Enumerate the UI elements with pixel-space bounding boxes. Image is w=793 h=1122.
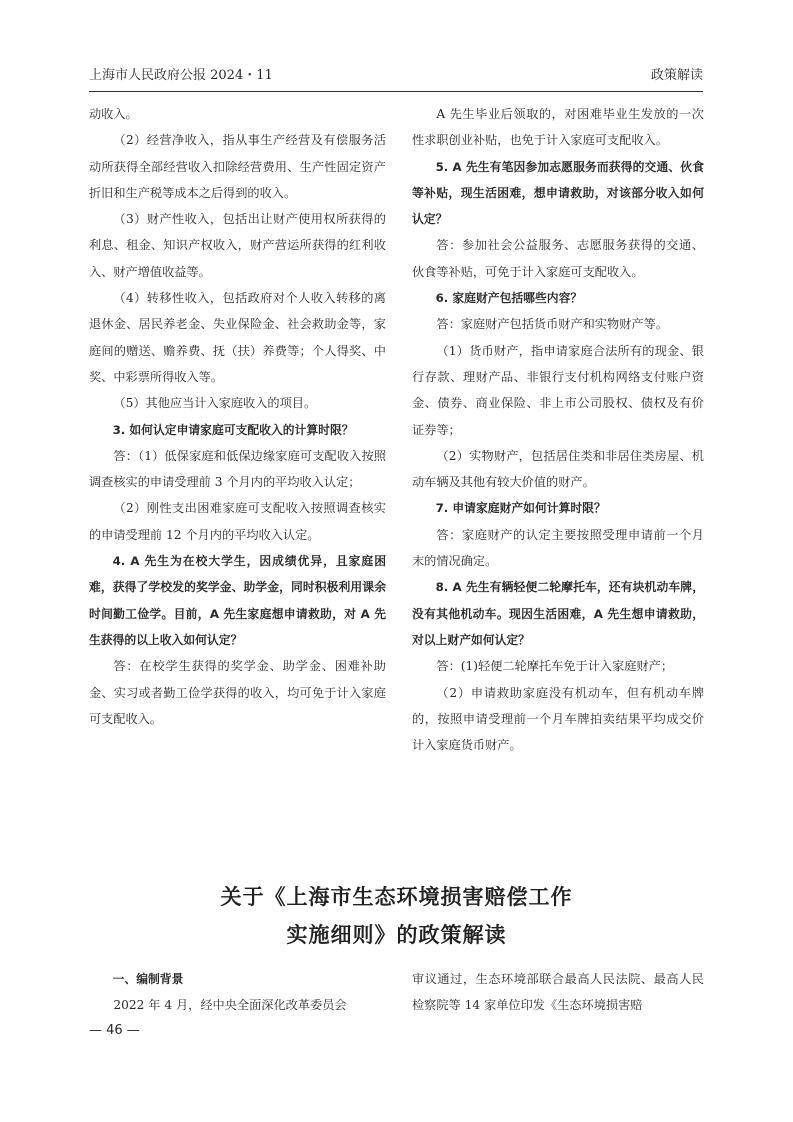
paragraph: （2）实物财产，包括居住类和非居住类房屋、机动车辆及其他有较大价值的财产。 — [412, 448, 704, 490]
paragraph: 4. A 先生为在校大学生，因成绩优异，且家庭困难，获得了学校发的奖学金、助学金，同时积极利用课余时间勤工俭学。目前，A 先生家庭想申请救助，对 A 先生获得的以上收入如何认定？ — [89, 554, 386, 647]
journal-name: 上海市人民政府公报 2024・11 — [89, 68, 273, 83]
article-right-column — [412, 966, 704, 1019]
paragraph: （2）申请救助家庭没有机动车，但有机动车牌的，按照申请受理前一个月车牌拍卖结果平均成交价计入家庭货币财产。 — [412, 685, 704, 753]
page-number: — 46 — — [89, 1023, 140, 1038]
article-title-line-2: 实施细则》的政策解读 — [286, 923, 507, 947]
right-column — [412, 101, 704, 758]
article-left-column — [89, 966, 386, 1019]
paragraph: 答：家庭财产的认定主要按照受理申请前一个月末的情况确定。 — [412, 527, 704, 569]
paragraph: 6. 家庭财产包括哪些内容？ — [435, 291, 583, 306]
paragraph: 5. A 先生有笔因参加志愿服务而获得的交通、伙食等补贴，现生活困难，想申请救助，对该部分收入如何认定？ — [412, 159, 704, 227]
article-title-line-1: 关于《上海市生态环境损害赔偿工作 — [220, 885, 573, 909]
header-rule — [89, 91, 703, 92]
paragraph: 7. 申请家庭财产如何计算时限？ — [435, 501, 606, 516]
paragraph: 3. 如何认定申请家庭可支配收入的计算时限？ — [112, 422, 354, 437]
paragraph: A 先生毕业后领取的，对困难毕业生发放的一次性求职创业补贴，也免于计入家庭可支配收入。 — [412, 107, 704, 148]
paragraph: 答：参加社会公益服务、志愿服务获得的交通、伙食等补贴，可免于计入家庭可支配收入。 — [412, 238, 704, 279]
paragraph: 答：（1）低保家庭和低保边缘家庭可支配收入按照调查核实的申请受理前 3 个月内的平均收入认定； — [89, 448, 386, 490]
paragraph: （1）货币财产，指申请家庭合法所有的现金、银行存款、理财产品、非银行支付机构网络支付账户资金、债券、商业保险、非上市公司股权、债权及有价证券等； — [412, 343, 704, 437]
paragraph: （4）转移性收入，包括政府对个人收入转移的离退休金、居民养老金、失业保险金、社会救助金等，家庭间的赠送、赡养费、抚（扶）养费等；个人得奖、中奖、中彩票所得收入等。 — [89, 291, 386, 384]
paragraph: （2）刚性支出困难家庭可支配收入按照调查核实的申请受理前 12 个月内的平均收入认定。 — [89, 501, 386, 542]
running-header — [89, 66, 703, 86]
paragraph: 答：在校学生获得的奖学金、助学金、困难补助金、实习或者勤工俭学获得的收入，均可免于计入家庭可支配收入。 — [89, 659, 386, 726]
paragraph: （2）经营净收入，指从事生产经营及有偿服务活动所获得全部经营收入扣除经营费用、生产性固定资产折旧和生产税等成本之后得到的收入。 — [89, 133, 386, 200]
paragraph: 答：家庭财产包括货币财产和实物财产等。 — [436, 317, 668, 332]
paragraph: （5）其他应当计入家庭收入的项目。 — [113, 396, 317, 411]
paragraph: 2022 年 4 月，经中央全面深化改革委员会 — [113, 998, 347, 1013]
paragraph: 8. A 先生有辆轻便二轮摩托车，还有块机动车牌，没有其他机动车。现因生活困难，A 先生想申请救助，对以上财产如何认定？ — [412, 580, 704, 647]
paragraph: （3）财产性收入，包括出让财产使用权所获得的利息、租金、知识产权收入，财产营运所获得的红利收入、财产增值收益等。 — [89, 212, 386, 279]
left-column — [89, 101, 386, 732]
paragraph: 审议通过，生态环境部联合最高人民法院、最高人民检察院等 14 家单位印发《生态环境损害赔 — [412, 972, 704, 1013]
section-name: 政策解读 — [650, 68, 703, 83]
paragraph: 答：(1)轻便二轮摩托车免于计入家庭财产； — [436, 659, 674, 674]
paragraph: 动收入。 — [89, 107, 138, 121]
paragraph: 一、编制背景 — [112, 972, 184, 986]
